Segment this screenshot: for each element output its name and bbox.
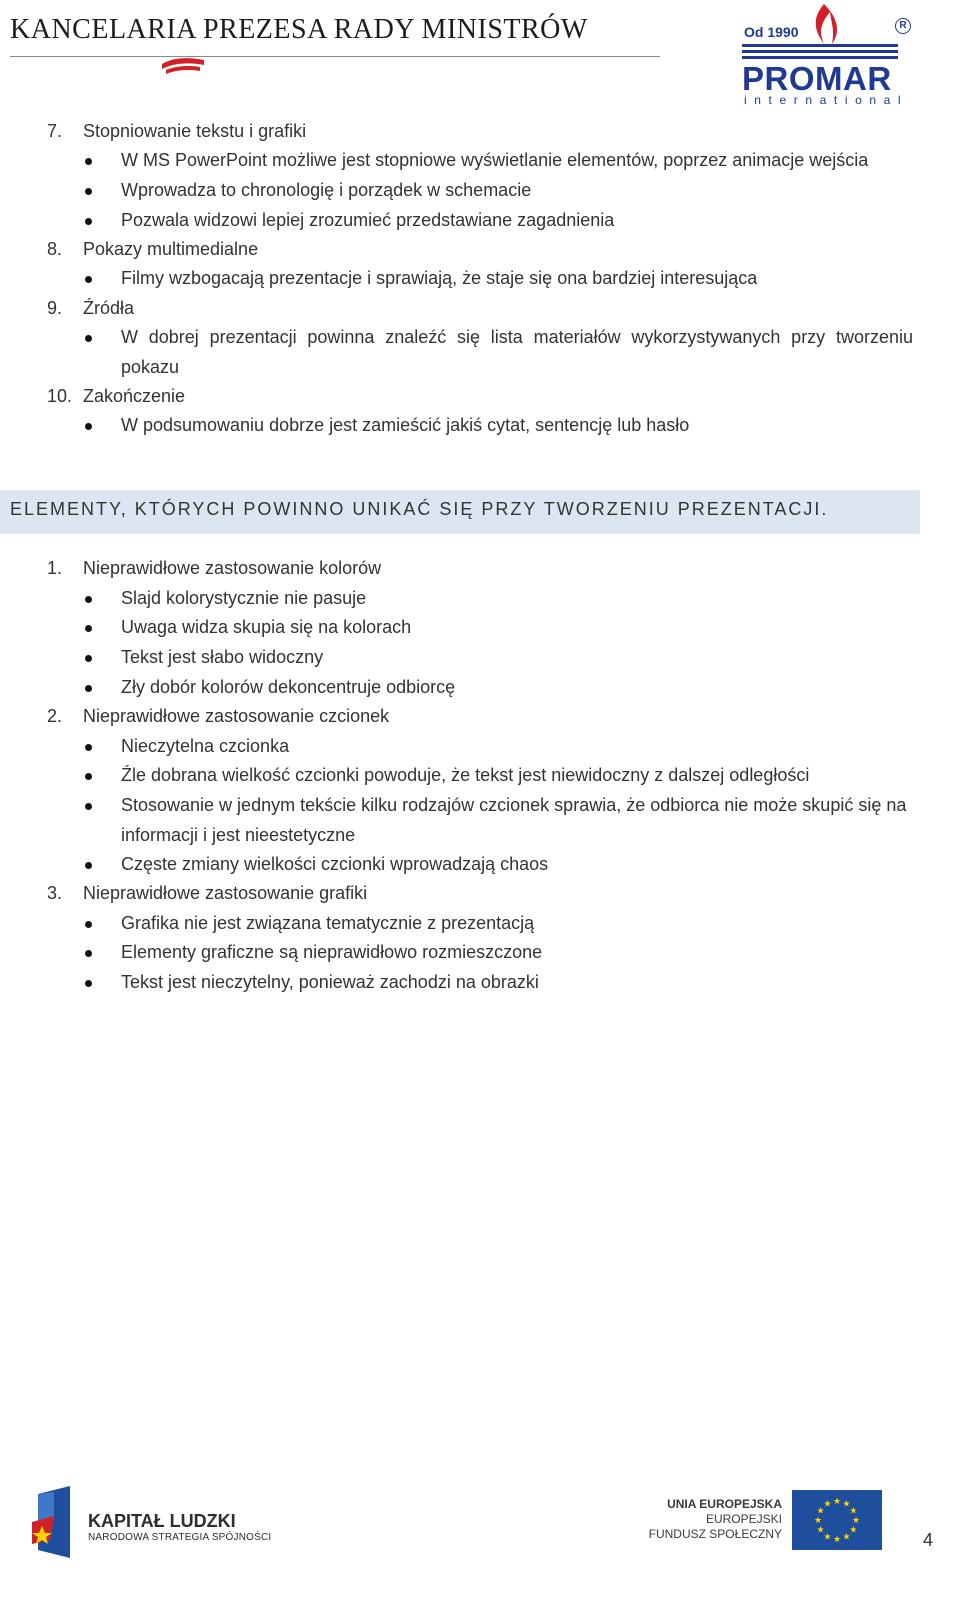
- registered-mark: R: [895, 18, 911, 34]
- kapital-ludzki-name: KAPITAŁ LUDZKI: [88, 1511, 236, 1531]
- promar-subtitle: international: [744, 93, 909, 107]
- item-number: 1.: [47, 558, 63, 578]
- bullet-item: Nieczytelna czcionka: [121, 732, 913, 762]
- item-number: 10.: [47, 386, 73, 406]
- eu-line-1: UNIA EUROPEJSKA: [667, 1497, 782, 1511]
- eu-star-icon: ★: [832, 1534, 842, 1544]
- item-label: Nieprawidłowe zastosowanie kolorów: [83, 558, 382, 578]
- eu-star-icon: ★: [842, 1498, 851, 1509]
- bullet-item: Pozwala widzowi lepiej zrozumieć przedstawiane zagadnienia: [121, 206, 913, 236]
- item-label: Nieprawidłowe zastosowanie czcionek: [83, 706, 390, 726]
- eu-star-icon: ★: [816, 1505, 825, 1516]
- eu-star-icon: ★: [842, 1531, 851, 1542]
- item-number: 9.: [47, 298, 63, 318]
- page-number: 4: [923, 1530, 934, 1550]
- promar-since: Od 1990: [744, 24, 799, 40]
- item-label: Stopniowanie tekstu i grafiki: [83, 121, 307, 141]
- eu-fund-label: [640, 1497, 782, 1542]
- promar-logo: [738, 0, 913, 110]
- bullet-item: W dobrej prezentacji powinna znaleźć się lista materiałów wykorzystywanych przy tworzeniu pokazu: [121, 323, 913, 382]
- kapital-ludzki-logo-icon: [28, 1486, 74, 1558]
- eu-star-icon: ★: [823, 1531, 832, 1542]
- eu-star-icon: ★: [816, 1524, 825, 1535]
- kapital-ludzki-subtitle: NARODOWA STRATEGIA SPÓJNOŚCI: [88, 1532, 272, 1543]
- bullet-item: Tekst jest nieczytelny, ponieważ zachodzi na obrazki: [121, 968, 913, 998]
- bullet-item: W MS PowerPoint możliwe jest stopniowe wyświetlanie elementów, poprzez animacje wejścia: [121, 146, 913, 176]
- item-label: Zakończenie: [83, 386, 186, 406]
- bullet-item: Stosowanie w jednym tekście kilku rodzajów czcionek sprawia, że odbiorca nie może skupić się na informacji i jest nieestetyczne: [121, 791, 913, 850]
- list-item: [47, 119, 306, 143]
- bullet-item: Filmy wzbogacają prezentacje i sprawiają, że staje się ona bardziej interesująca: [121, 264, 913, 294]
- bullet-item: Uwaga widza skupia się na kolorach: [121, 613, 913, 643]
- bullet-item: Grafika nie jest związana tematycznie z prezentacją: [121, 909, 913, 939]
- bullet-item: Wprowadza to chronologię i porządek w schemacie: [121, 176, 913, 206]
- bullet-item: Slajd kolorystycznie nie pasuje: [121, 584, 913, 614]
- section-heading: ELEMENTY, KTÓRYCH POWINNO UNIKAĆ SIĘ PRZY TWORZENIU PREZENTACJI.: [10, 499, 829, 519]
- item-label: Nieprawidłowe zastosowanie grafiki: [83, 883, 368, 903]
- item-number: 7.: [47, 121, 63, 141]
- bullet-item: Tekst jest słabo widoczny: [121, 643, 913, 673]
- promar-name: PROMAR: [742, 60, 892, 97]
- eu-star-icon: ★: [849, 1524, 858, 1535]
- item-number: 3.: [47, 883, 63, 903]
- list-item: [47, 881, 367, 905]
- eu-star-icon: ★: [823, 1498, 832, 1509]
- item-number: 8.: [47, 239, 63, 259]
- list-item: [47, 237, 258, 261]
- eu-flag-icon: [792, 1490, 882, 1550]
- bullet-item: Elementy graficzne są nieprawidłowo rozmieszczone: [121, 938, 913, 968]
- list-item: [47, 704, 389, 728]
- eu-star-icon: ★: [849, 1505, 858, 1516]
- header-title: KANCELARIA PREZESA RADY MINISTRÓW: [10, 14, 588, 45]
- bullet-item: Źle dobrana wielkość czcionki powoduje, że tekst jest niewidoczny z dalszej odległości: [121, 761, 913, 791]
- eu-star-icon: ★: [832, 1496, 842, 1506]
- list-item: [47, 296, 134, 320]
- list-item: [47, 384, 185, 408]
- item-label: Pokazy multimedialne: [83, 239, 259, 259]
- eu-star-icon: ★: [851, 1515, 861, 1525]
- bullet-item: Częste zmiany wielkości czcionki wprowadzają chaos: [121, 850, 913, 880]
- bullet-item: W podsumowaniu dobrze jest zamieścić jakiś cytat, sentencję lub hasło: [121, 411, 913, 441]
- eu-star-icon: ★: [813, 1515, 823, 1525]
- header-divider: [10, 56, 660, 57]
- list-item: [47, 556, 381, 580]
- item-number: 2.: [47, 706, 63, 726]
- eu-line-2: EUROPEJSKI: [705, 1512, 782, 1526]
- eu-line-3: FUNDUSZ SPOŁECZNY: [648, 1527, 782, 1541]
- kprm-flag-logo: [160, 54, 208, 76]
- bullet-item: Zły dobór kolorów dekoncentruje odbiorcę: [121, 673, 913, 703]
- item-label: Źródła: [83, 298, 135, 318]
